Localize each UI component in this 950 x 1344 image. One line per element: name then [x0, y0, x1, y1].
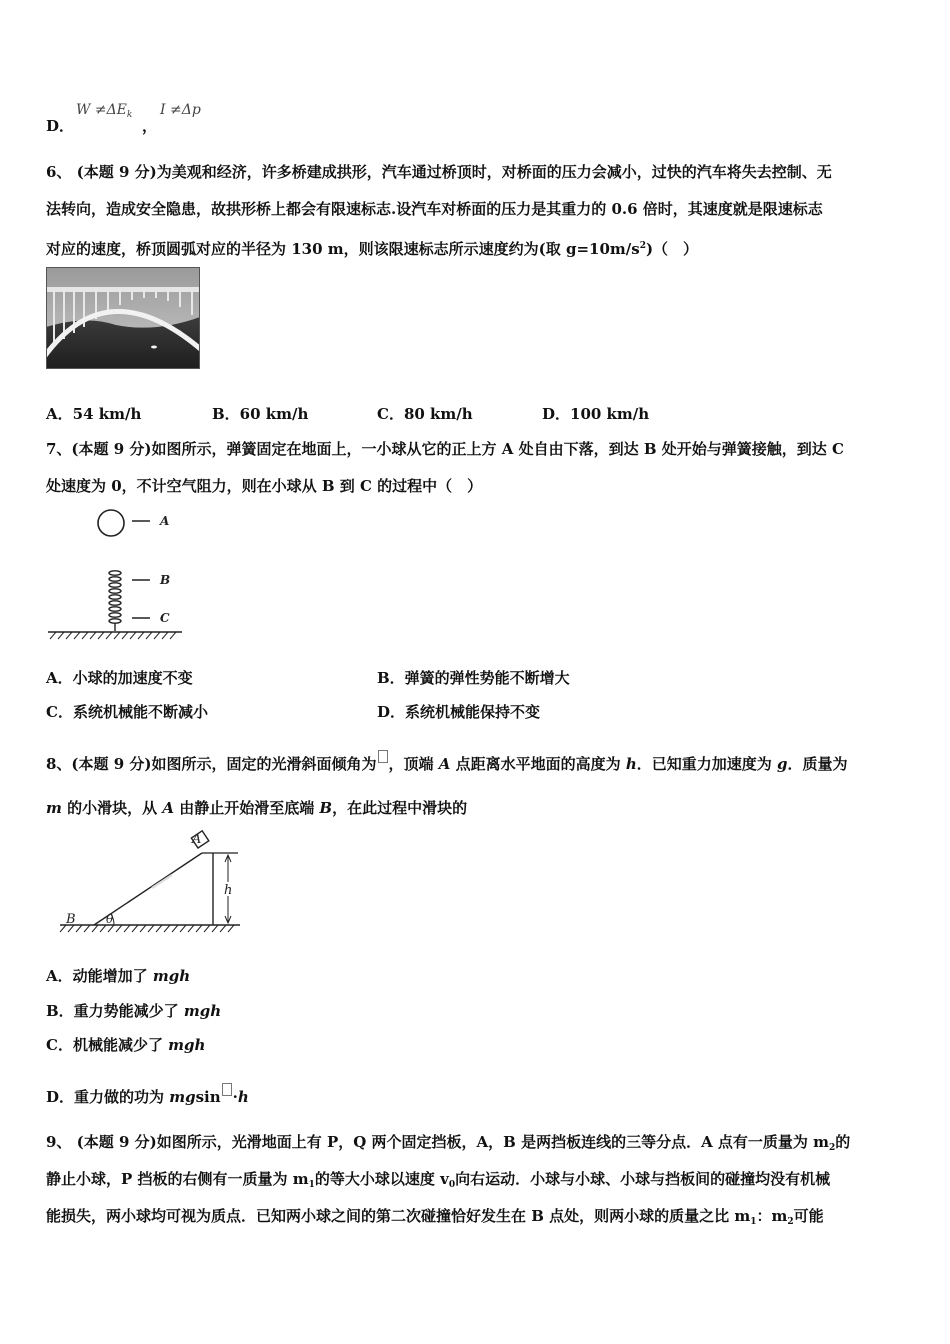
q5-option-d-label: D．: [46, 117, 75, 135]
q6-text-line2: 法转向，造成安全隐患，故拱形桥上都会有限速标志.设汽车对桥面的压力是其重力的 0.6 倍时，其速度就是限速标志: [46, 200, 823, 218]
q8-option-b[interactable]: B．重力势能减少了 mgh: [46, 1002, 222, 1020]
q6-option-d[interactable]: D．100 km/h: [542, 405, 650, 423]
q5-comma: ，: [142, 117, 158, 135]
figure-label-c: C: [160, 611, 170, 625]
incline-figure: [54, 826, 246, 936]
incline-label-theta: θ: [106, 912, 114, 926]
q7-option-d[interactable]: D．系统机械能保持不变: [377, 703, 541, 721]
q5-formula-work: $W \ne\Delta E_k$: [76, 102, 133, 120]
q8-text-line1: 8、(本题 9 分)如图所示，固定的光滑斜面倾角为 ，顶端 A 点距离水平地面的高度为 h．已知重力加速度为 g．质量为: [46, 750, 848, 774]
q9-text-line2: 静止小球，P 挡板的右侧有一质量为 $m_1$的等大小球以速度 $v_0$向右运动．小球与小球、小球与挡板间的碰撞均没有机械: [46, 1170, 831, 1190]
missing-symbol-box: [378, 750, 388, 763]
q8-text-line2: m 的小滑块，从 A 由静止开始滑至底端 B，在此过程中滑块的: [46, 799, 468, 817]
q8-option-a[interactable]: A．动能增加了 mgh: [46, 967, 191, 985]
q7-text-line1: 7、(本题 9 分)如图所示，弹簧固定在地面上，一小球从它的正上方 A 处自由下落，到达 B 处开始与弹簧接触，到达 C: [46, 440, 844, 458]
q6-option-c[interactable]: C．80 km/h: [377, 405, 473, 423]
q6-text-line1: 6、 (本题 9 分)为美观和经济，许多桥建成拱形，汽车通过桥顶时，对桥面的压力会减小，过快的汽车将失去控制、无: [46, 163, 832, 181]
q8-option-d[interactable]: D．重力做的功为 mgsin ·h: [46, 1083, 249, 1107]
q8-option-c[interactable]: C．机械能减少了 mgh: [46, 1036, 206, 1054]
figure-label-a: A: [160, 514, 170, 528]
q7-option-a[interactable]: A．小球的加速度不变: [46, 669, 193, 687]
incline-label-b: B: [66, 912, 76, 927]
q6-option-b[interactable]: B．60 km/h: [212, 405, 309, 423]
q9-text-line3: 能损失，两小球均可视为质点．已知两小球之间的第二次碰撞恰好发生在 B 点处，则两小球的质量之比 $m_1$：$m_2$可能: [46, 1207, 824, 1227]
q7-text-line2: 处速度为 0，不计空气阻力，则在小球从 B 到 C 的过程中（ ）: [46, 477, 483, 495]
q7-option-c[interactable]: C．系统机械能不断减小: [46, 703, 208, 721]
q6-option-a[interactable]: A．54 km/h: [46, 405, 142, 423]
q6-text-line3: 对应的速度，桥顶圆弧对应的半径为 130 m，则该限速标志所示速度约为(取 $g=10m/s^2$)（ ）: [46, 240, 699, 258]
incline-label-a: A: [192, 832, 202, 847]
q9-text-line1: 9、 (本题 9 分)如图所示，光滑地面上有 P，Q 两个固定挡板，A，B 是两挡板连线的三等分点．A 点有一质量为 $m_2$的: [46, 1133, 851, 1153]
arch-bridge-photo: [46, 267, 200, 369]
q5-formula-impulse: I ≠Δp: [160, 102, 201, 118]
missing-symbol-box: [222, 1083, 232, 1096]
q7-option-b[interactable]: B．弹簧的弹性势能不断增大: [377, 669, 570, 687]
figure-label-b: B: [160, 573, 171, 587]
q5-option-d: [46, 116, 74, 136]
spring-ball-figure: [46, 505, 188, 643]
incline-label-h: h: [224, 883, 233, 898]
